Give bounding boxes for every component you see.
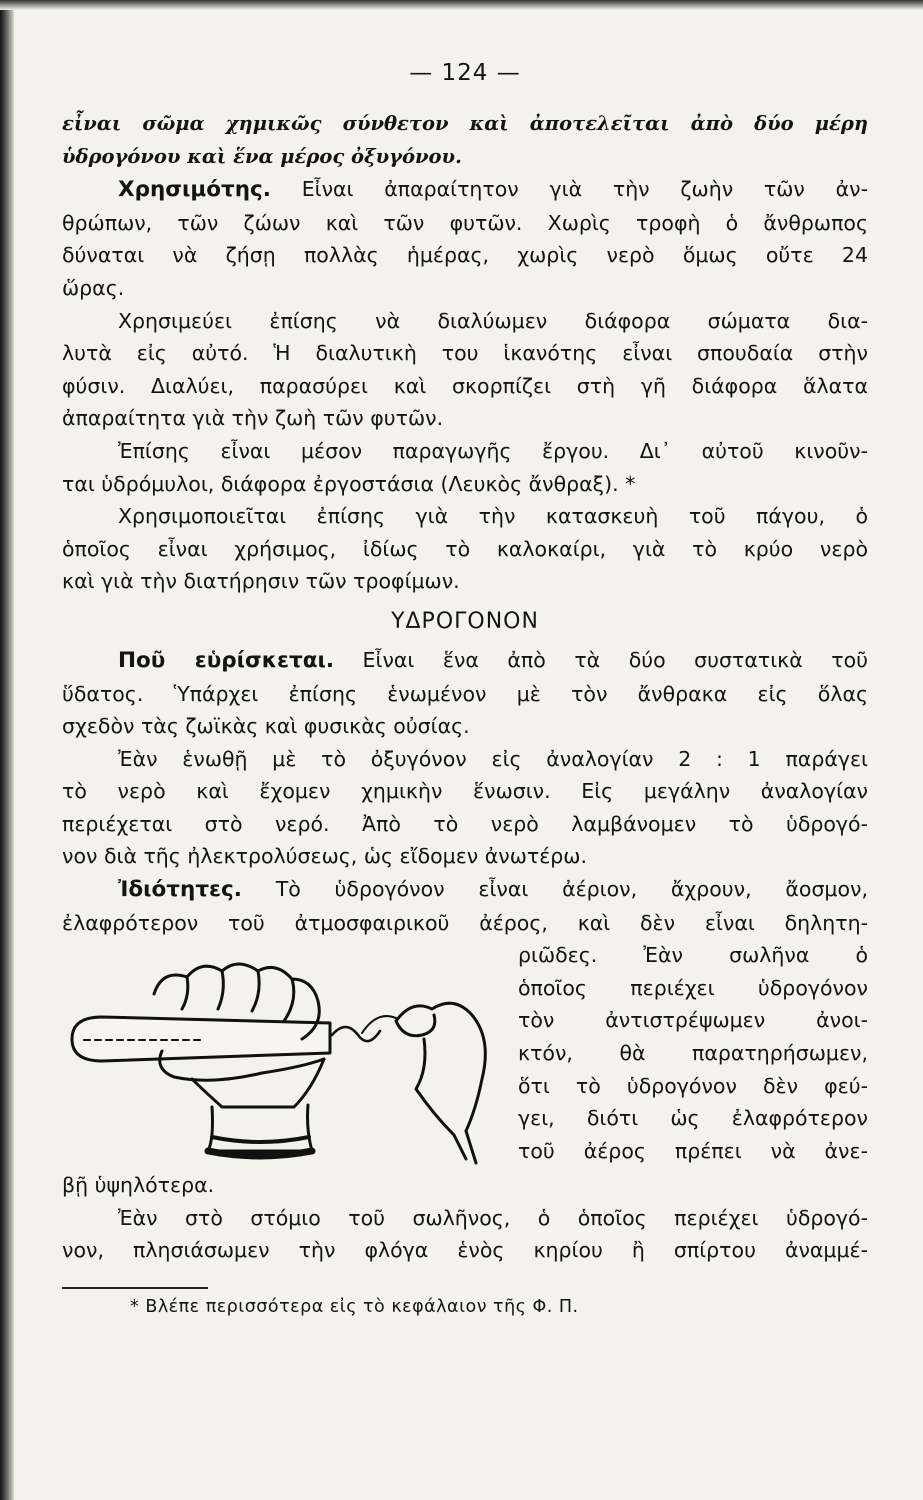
text-line: δύναται νὰ ζήσῃ πολλὰς ἡμέρας, χωρὶς νερὸ ὅμως οὔτε 24	[62, 243, 868, 268]
text-line: καὶ γιὰ τὴν διατήρησιν τῶν τροφίμων.	[62, 569, 460, 594]
page-edge-shadow	[0, 0, 14, 1500]
text-line	[62, 873, 868, 907]
text-line: ὁποῖος εἶναι χρήσιμος, ἰδίως τὸ καλοκαίρι, γιὰ τὸ κρύο νερὸ	[62, 536, 868, 561]
text-line: ὁποῖος περιέχει ὑδρογόνον	[518, 975, 868, 1000]
text-line: ἀπαραίτητα γιὰ τὴν ζωὴ τῶν φυτῶν.	[62, 406, 444, 431]
text-line: σχεδὸν τὰς ζωϊκὰς καὶ φυσικὰς οὐσίας.	[62, 714, 470, 739]
text-line: βῇ ὑψηλότερα.	[62, 1173, 215, 1198]
text-line: θρώπων, τῶν ζώων καὶ τῶν φυτῶν. Χωρὶς τροφὴ ὁ ἄνθρωπος	[62, 210, 868, 235]
text-line-rest: Εἶναι ἕνα ἀπὸ τὰ δύο συστατικὰ τοῦ	[334, 647, 868, 672]
text-line: ὕδατος. Ὑπάρχει ἐπίσης ἑνωμένον μὲ τὸν ἄνθρακα εἰς ὅλας	[62, 681, 868, 706]
hands-holding-tube-icon	[62, 939, 518, 1169]
page-content	[62, 60, 868, 1317]
properties-heading: Ἰδιότητες.	[118, 877, 242, 903]
text-line: περιέχεται στὸ νερό. Ἀπὸ τὸ νερὸ λαμβάνομεν τὸ ὑδρογό-	[62, 811, 868, 836]
properties-section	[62, 873, 868, 1267]
where-found-heading: Ποῦ εὑρίσκεται.	[118, 647, 335, 673]
text-line: Ἐὰν ἑνωθῇ μὲ τὸ ὀξυγόνον εἰς ἀναλογίαν 2 : 1 παράγει	[118, 746, 868, 771]
page-top-shadow	[0, 0, 923, 10]
footnote-divider	[62, 1287, 208, 1289]
text-line-rest: Εἶναι ἀπαραίτητον γιὰ τὴν ζωὴν τῶν ἀν-	[270, 177, 868, 202]
where-found-section	[62, 644, 868, 873]
text-line: νον διὰ τῆς ἠλεκτρολύσεως, ὡς εἴδομεν ἀνωτέρω.	[62, 844, 587, 869]
footnote: * Βλέπε περισσότερα εἰς τὸ κεφάλαιον τῆς Φ. Π.	[130, 1297, 579, 1318]
text-line: ὅτι τὸ ὑδρογόνον δὲν φεύ-	[518, 1073, 868, 1098]
text-line: λυτὰ εἰς αὐτό. Ἡ διαλυτικὴ του ἱκανότης εἶναι σπουδαία στὴν	[62, 341, 868, 366]
text-line: κτόν, θὰ παρατηρήσωμεν,	[518, 1041, 868, 1066]
text-line: Ἐπίσης εἶναι μέσον παραγωγῆς ἔργου. Δι᾽ αὐτοῦ κινοῦν-	[118, 438, 868, 463]
text-line: Χρησιμοποιεῖται ἐπίσης γιὰ τὴν κατασκευὴ τοῦ πάγου, ὁ	[118, 504, 868, 529]
section-title: ΥΔΡΟΓΟΝΟΝ	[391, 608, 539, 634]
text-line-rest: Τὸ ὑδρογόνον εἶναι ἀέριον, ἄχρουν, ἄοσμον,	[241, 877, 868, 902]
text-line: νον, πλησιάσωμεν τὴν φλόγα ἑνὸς κηρίου ἢ σπίρτου ἀναμμέ-	[62, 1238, 868, 1263]
usefulness-heading: Χρησιμότης.	[118, 177, 271, 203]
text-line: γει, διότι ὡς ἐλαφρότερον	[518, 1106, 868, 1131]
text-line: τοῦ ἀέρος πρέπει νὰ ἀνε-	[518, 1138, 868, 1163]
intro-line: ὑδρογόνου καὶ ἕνα μέρος ὀξυγόνου.	[62, 144, 462, 168]
figure-block	[62, 939, 868, 1169]
text-line: φύσιν. Διαλύει, παρασύρει καὶ σκορπίζει στὴ γῆ διάφορα ἅλατα	[62, 373, 868, 398]
text-line: ται ὑδρόμυλοι, διάφορα ἐργοστάσια (Λευκὸς ἄνθραξ). *	[62, 471, 636, 496]
text-line: Ἐὰν στὸ στόμιο τοῦ σωλῆνος, ὁ ὁποῖος περιέχει ὑδρογό-	[118, 1205, 868, 1230]
page-number: — 124 —	[409, 60, 521, 86]
text-line: ὥρας.	[62, 275, 125, 300]
test-tube-illustration	[62, 939, 518, 1169]
usefulness-section	[62, 173, 868, 598]
text-line: ριῶδες. Ἐὰν σωλῆνα ὁ	[518, 943, 868, 968]
intro-line: εἶναι σῶμα χημικῶς σύνθετον καὶ ἀποτελεῖται ἀπὸ δύο μέρη	[62, 112, 868, 135]
text-line: τὸν ἀντιστρέψωμεν ἀνοι-	[518, 1008, 868, 1033]
text-line: Χρησιμεύει ἐπίσης νὰ διαλύωμεν διάφορα σώματα δια-	[118, 308, 868, 333]
text-line: ἐλαφρότερον τοῦ ἀτμοσφαιρικοῦ ἀέρος, καὶ δὲν εἶναι δηλητη-	[62, 910, 868, 935]
text-line	[62, 644, 868, 678]
figure-side-text	[518, 939, 868, 1167]
text-line: τὸ νερὸ καὶ ἔχομεν χημικὴν ἕνωσιν. Εἰς μεγάλην ἀναλογίαν	[62, 779, 868, 804]
text-line	[62, 173, 868, 207]
intro-paragraph	[62, 108, 868, 173]
